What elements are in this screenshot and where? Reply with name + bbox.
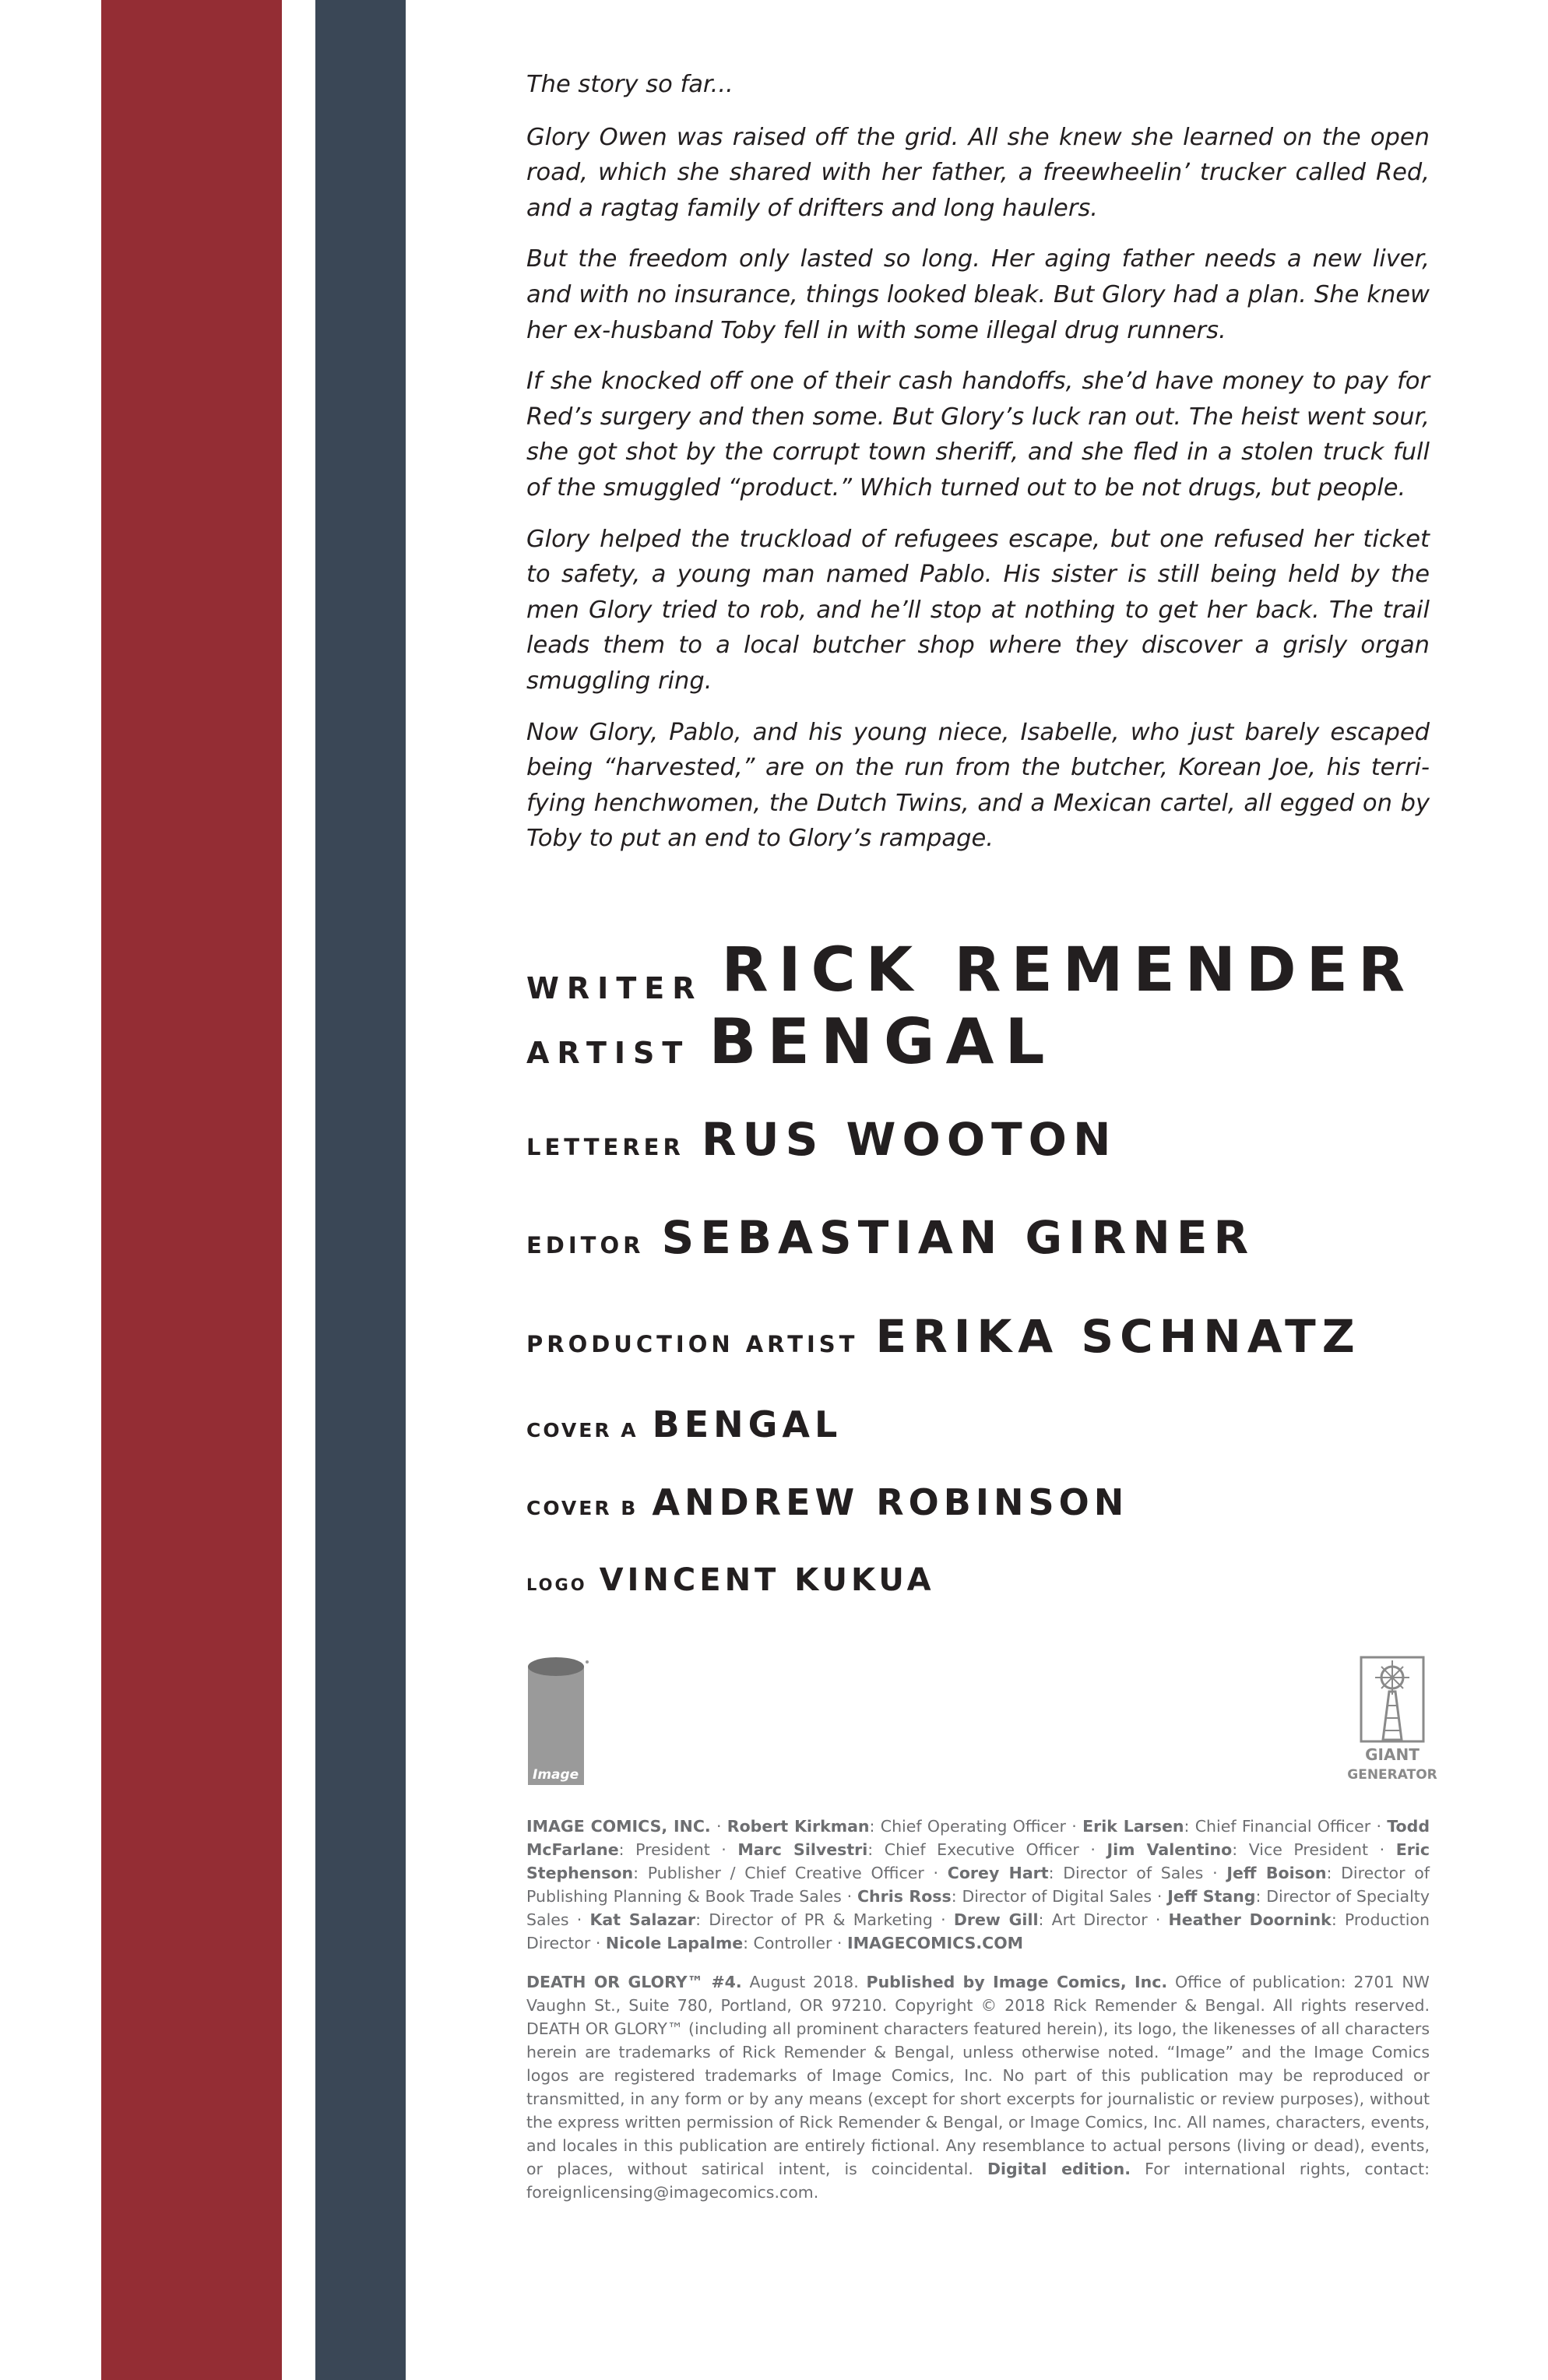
staff-name: Jeff Boison xyxy=(1226,1863,1327,1882)
credit-name: ERIKA SCHNATZ xyxy=(875,1309,1361,1363)
indicia-publisher: Published by Image Comics, Inc. xyxy=(866,1972,1168,1991)
staff-title: Chief Operating Officer xyxy=(880,1816,1066,1836)
staff-list: IMAGE COMICS, INC. · Robert Kirkman: Chief Operating Officer · Erik Larsen: Chief Financial Officer · Todd McFarlane: President · Marc Silvestri: Chief Executive Officer · Jim Valentino: Vice President · Eric Stephenson: Publisher / Chief Creative Officer · Corey Hart: Director of Sales · Jeff Boison: Director of Publishing Planning & Book Trade Sales · Chris Ross: Director of Digital Sales · Jeff Stang: Director of Specialty Sales · Kat Salazar: Director of PR & Marketing · Drew Gill: Art Director · Heather Doornink: Production Director · Nicole Lapalme: Controller · IMAGECOMICS.COM xyxy=(526,1816,1430,1952)
staff-title: President xyxy=(635,1840,710,1859)
credit-role: WRITER xyxy=(526,970,703,1005)
red-stripe xyxy=(101,0,282,2380)
credit-cover-b xyxy=(526,1481,1430,1562)
credit-role: ARTIST xyxy=(526,1035,691,1070)
credit-editor xyxy=(526,1211,1430,1310)
credit-letterer xyxy=(526,1113,1430,1211)
story-paragraph: Glory Owen was raised off the grid. All she knew she learned on the open road, which she shared with her father, a freewheelin’ trucker called Red, and a ragtag family of drifters and long haulers. xyxy=(526,123,1430,222)
staff-name: Todd McFarlane xyxy=(526,1816,1430,1859)
staff-name: Kat Salazar xyxy=(589,1910,696,1929)
credit-role: COVER B xyxy=(526,1496,639,1519)
credit-role: PRODUCTION ARTIST xyxy=(526,1330,859,1357)
staff-name: Chris Ross xyxy=(857,1886,952,1906)
legal-block xyxy=(526,1815,1430,2204)
credit-writer xyxy=(526,892,1430,1005)
navy-stripe xyxy=(315,0,406,2380)
story-paragraph: If she knocked off one of their cash handoffs, she’d have money to pay for Red’s surgery and then some. But Glory’s luck ran out. The heist went sour, she got shot by the corrupt town sheriff, and she fled in a stolen truck full of the smuggled “product.” Which turned out to be not drugs, but people. xyxy=(526,368,1430,502)
credits-list xyxy=(526,892,1430,1632)
staff-title: Production Director xyxy=(526,1910,1430,1952)
staff-name: Drew Gill xyxy=(953,1910,1039,1929)
indicia-edition: Digital edition. xyxy=(987,2159,1131,2178)
staff-name: Corey Hart xyxy=(947,1863,1049,1882)
staff-title: Director of Sales xyxy=(1063,1863,1204,1882)
credit-name: SEBASTIAN GIRNER xyxy=(661,1210,1255,1264)
indicia-date: August 2018. xyxy=(749,1972,859,1991)
indicia-body: Office of publication: 2701 NW Vaughn St., Suite 780, Portland, OR 97210. Copyright © 2018 Rick Remender & Bengal. All rights reserved. DEATH OR GLORY™ (including all prominent characters featured herein), its logo, the likenesses of all characters herein are trademarks of Rick Remender & Bengal, unless otherwise noted. “Image” and the Image Comics logos are registered trademarks of Image Comics, Inc. No part of this publication may be reproduced or transmitted, in any form or by any means (except for short excerpts for journalistic or review purposes), without the express written permission of Rick Remender & Bengal, or Image Comics, Inc. All names, characters, events, and locales in this publication are entirely fictional. Any resemblance to actual persons (living or dead), events, or places, without satirical intent, is coincidental. xyxy=(526,1972,1430,2178)
staff-name: Eric Stephenson xyxy=(526,1840,1430,1882)
indicia-title: DEATH OR GLORY™ #4. xyxy=(526,1972,742,1991)
staff-name: Nicole Lapalme xyxy=(605,1933,744,1952)
indicia-contact: For international rights, contact: foreignlicensing@imagecomics.com. xyxy=(526,2159,1430,2202)
story-paragraph: Now Glory, Pablo, and his young niece, Isabelle, who just barely escaped being “harvested,” are on the run from the butcher, Korean Joe, his terri-fying henchwomen, the Dutch Twins, and a Mexican cartel, all egged on by Toby to put an end to Glory’s rampage. xyxy=(526,718,1430,853)
staff-title: Publisher / Chief Creative Officer xyxy=(647,1863,924,1882)
page-content xyxy=(526,67,1437,2220)
website-link[interactable]: IMAGECOMICS.COM xyxy=(846,1933,1024,1952)
staff-name: Erik Larsen xyxy=(1082,1816,1184,1836)
staff-title: Art Director xyxy=(1051,1910,1148,1929)
credit-role: LETTERER xyxy=(526,1133,684,1160)
image-comics-logo-icon xyxy=(526,1656,589,1788)
publisher-logos xyxy=(526,1656,1437,1804)
staff-name: Robert Kirkman xyxy=(727,1816,870,1836)
staff-title: Director of Specialty Sales xyxy=(526,1886,1430,1929)
staff-title: Director of Publishing Planning & Book Trade Sales xyxy=(526,1863,1430,1906)
credit-name: ANDREW ROBINSON xyxy=(652,1480,1129,1523)
credit-production-artist xyxy=(526,1310,1430,1403)
credit-name: RICK REMENDER xyxy=(721,935,1416,1005)
staff-name: Marc Silvestri xyxy=(737,1840,868,1859)
staff-title: Vice President xyxy=(1248,1840,1369,1859)
story-summary xyxy=(526,67,1430,857)
staff-title: Director of Digital Sales xyxy=(962,1886,1152,1906)
staff-name: Jeff Stang xyxy=(1167,1886,1256,1906)
credit-name: VINCENT KUKUA xyxy=(599,1561,935,1598)
staff-title: Chief Executive Officer xyxy=(884,1840,1079,1859)
credit-role: COVER A xyxy=(526,1418,639,1442)
credit-logo xyxy=(526,1562,1430,1632)
staff-title: Director of PR & Marketing xyxy=(709,1910,933,1929)
credit-artist xyxy=(526,1005,1430,1113)
story-intro: The story so far... xyxy=(526,71,734,98)
company-name: IMAGE COMICS, INC. xyxy=(526,1816,711,1836)
credit-name: BENGAL xyxy=(709,1005,1056,1078)
staff-title: Chief Financial Officer xyxy=(1194,1816,1371,1836)
staff-name: Heather Doornink xyxy=(1168,1910,1332,1929)
giant-logo-line1: GIANT xyxy=(1365,1745,1420,1764)
indicia xyxy=(526,1970,1430,2204)
credit-cover-a xyxy=(526,1403,1430,1481)
staff-name: Jim Valentino xyxy=(1106,1840,1233,1859)
credit-name: BENGAL xyxy=(652,1403,843,1445)
story-paragraph: Glory helped the truckload of refugees escape, but one refused her ticket to safety, a young man named Pablo. His sister is still being held by the men Glory tried to rob, and he’ll stop at nothing to get her back. The trail leads them to a local butcher shop where they discover a grisly organ smuggling ring. xyxy=(526,525,1430,695)
giant-generator-logo-icon xyxy=(1347,1656,1437,1788)
story-paragraph: But the freedom only lasted so long. Her aging father needs a new liver, and with no insurance, things looked bleak. But Glory had a plan. She knew her ex-husband Toby fell in with some illegal drug runners. xyxy=(526,245,1430,344)
credit-role: EDITOR xyxy=(526,1231,645,1259)
giant-logo-line2: GENERATOR xyxy=(1347,1766,1437,1783)
credit-name: RUS WOOTON xyxy=(701,1112,1117,1166)
staff-title: Controller xyxy=(753,1933,832,1952)
image-logo-text: Image xyxy=(533,1766,579,1783)
credit-role: LOGO xyxy=(526,1575,587,1594)
